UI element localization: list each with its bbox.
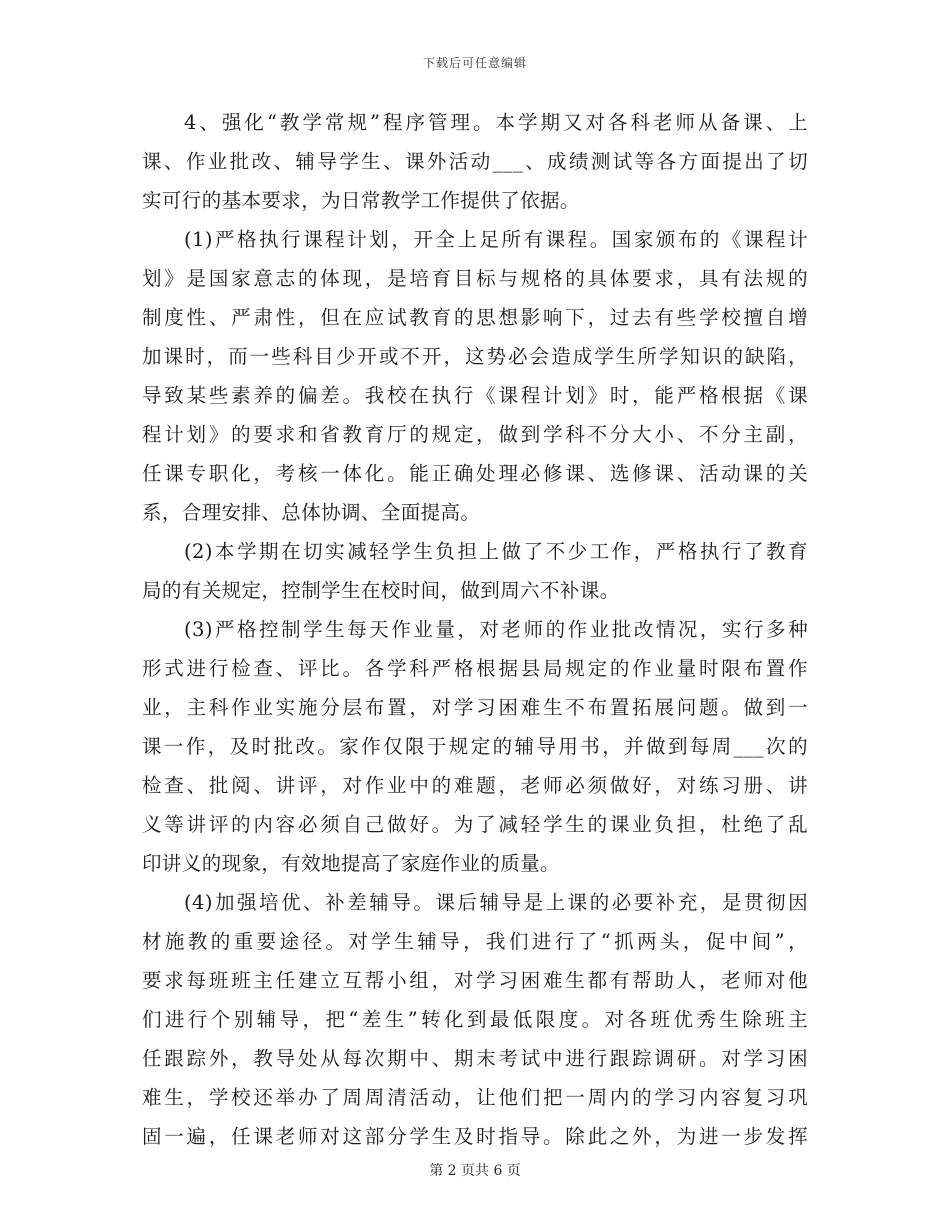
page-number: 第 2 页共 6 页 — [429, 1163, 521, 1179]
text-line: 检查、批阅、讲评，对作业中的难题，老师必须做好，对练习册、讲 — [142, 774, 808, 797]
text-line: 4、强化“教学常规”程序管理。本学期又对各科老师从备课、上 — [184, 111, 808, 134]
text-line: (1)严格执行课程计划，开全上足所有课程。国家颁布的《课程计 — [184, 228, 808, 251]
text-line: 加课时，而一些科目少开或不开，这势必会造成学生所学知识的缺陷， — [142, 345, 808, 368]
text-line: 难生，学校还举办了周周清活动，让他们把一周内的学习内容复习巩 — [142, 1086, 808, 1109]
text-line: 导致某些素养的偏差。我校在执行《课程计划》时，能严格根据《课 — [142, 384, 808, 407]
text-line: (4)加强培优、补差辅导。课后辅导是上课的必要补充，是贯彻因 — [184, 891, 808, 914]
text-line: 形式进行检查、评比。各学科严格根据县局规定的作业量时限布置作 — [142, 657, 808, 680]
text-line: 划》是国家意志的体现，是培育目标与规格的具体要求，具有法规的 — [142, 267, 808, 290]
text-line: 义等讲评的内容必须自己做好。为了减轻学生的课业负担，杜绝了乱 — [142, 813, 808, 836]
text-line: 程计划》的要求和省教育厅的规定，做到学科不分大小、不分主副， — [142, 423, 808, 446]
text-line: 业，主科作业实施分层布置，对学习困难生不布置拓展问题。做到一 — [142, 696, 808, 719]
text-line: 要求每班班主任建立互帮小组，对学习困难生都有帮助人，老师对他 — [142, 969, 808, 992]
page-header-note: 下载后可任意编辑 — [422, 56, 527, 70]
text-line: 任课专职化，考核一体化。能正确处理必修课、选修课、活动课的关 — [142, 462, 808, 485]
text-line: 们进行个别辅导，把“差生”转化到最低限度。对各班优秀生除班主 — [142, 1008, 808, 1031]
text-line: 固一遍，任课老师对这部分学生及时指导。除此之外，为进一步发挥 — [142, 1125, 808, 1148]
text-line: 系，合理安排、总体协调、全面提高。 — [142, 501, 481, 524]
text-line: 课一作，及时批改。家作仅限于规定的辅导用书，并做到每周___次的 — [142, 735, 808, 758]
text-line: 局的有关规定，控制学生在校时间，做到周六不补课。 — [142, 579, 620, 602]
text-line: 印讲义的现象，有效地提高了家庭作业的质量。 — [142, 852, 560, 875]
text-line: 材施教的重要途径。对学生辅导，我们进行了“抓两头，促中间”， — [142, 930, 808, 953]
document-body — [142, 103, 808, 1156]
text-line: 任跟踪外，教导处从每次期中、期末考试中进行跟踪调研。对学习困 — [142, 1047, 808, 1070]
text-line: (2)本学期在切实减轻学生负担上做了不少工作，严格执行了教育 — [184, 540, 808, 563]
text-line: (3)严格控制学生每天作业量，对老师的作业批改情况，实行多种 — [184, 618, 808, 641]
text-line: 实可行的基本要求，为日常教学工作提供了依据。 — [142, 189, 580, 212]
text-line: 课、作业批改、辅导学生、课外活动___、成绩测试等各方面提出了切 — [142, 150, 808, 173]
text-line: 制度性、严肃性，但在应试教育的思想影响下，过去有些学校擅自增 — [142, 306, 808, 329]
